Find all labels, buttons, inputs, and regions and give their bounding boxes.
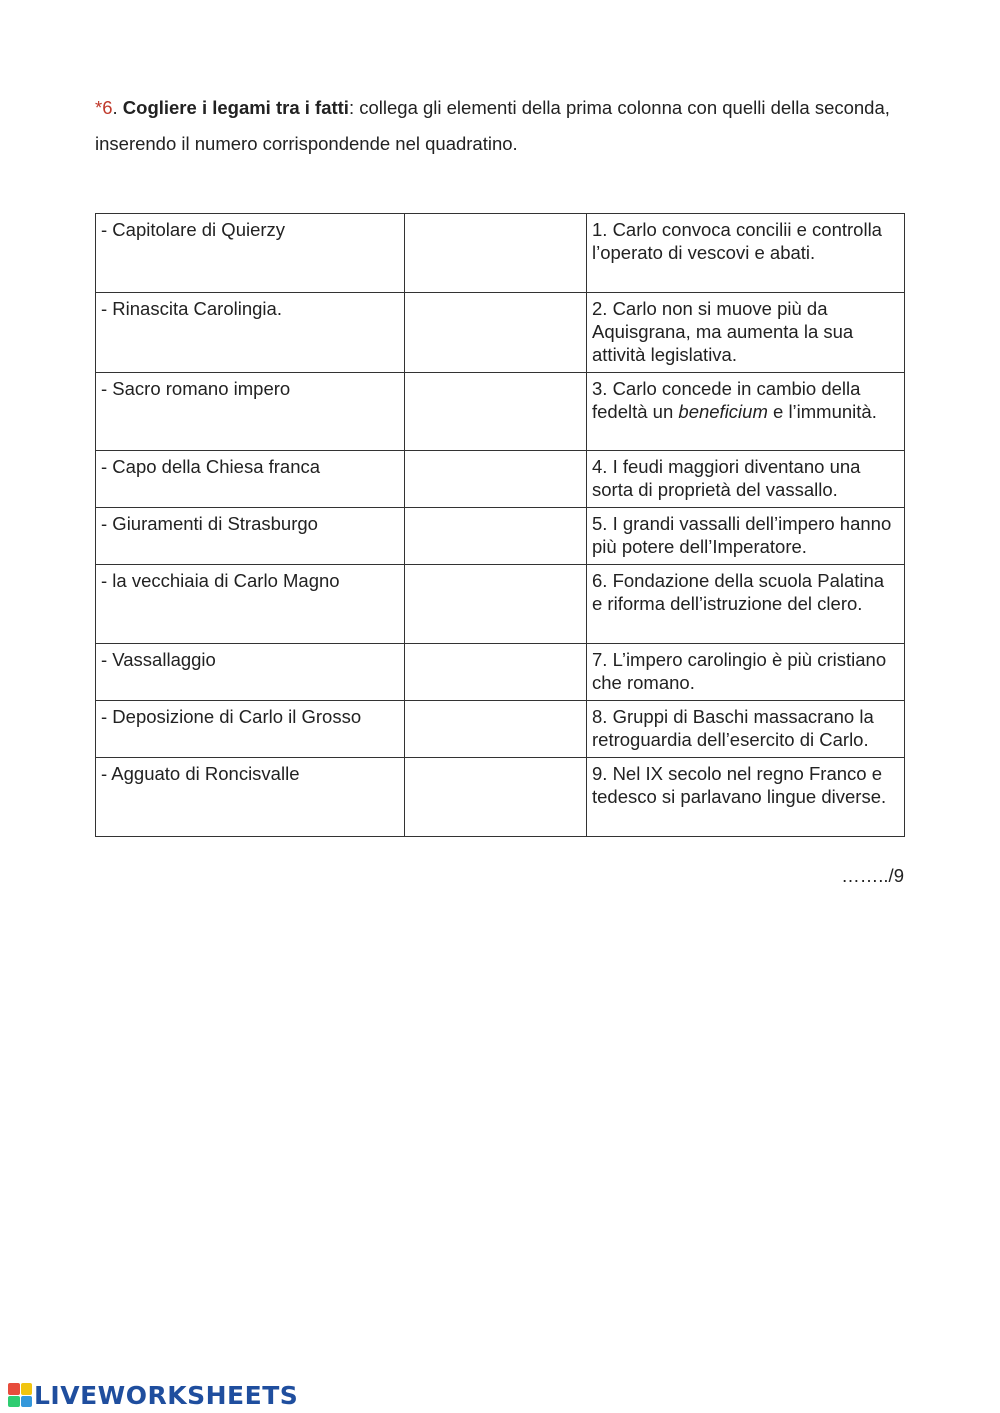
answer-box[interactable] [405, 214, 587, 293]
table-row [96, 508, 905, 565]
left-item: - Capo della Chiesa franca [96, 451, 405, 508]
right-item [587, 373, 905, 451]
table-row [96, 758, 905, 837]
answer-box[interactable] [405, 373, 587, 451]
right-item-italic: beneficium [678, 401, 768, 422]
left-item: - Sacro romano impero [96, 373, 405, 451]
left-item: - Agguato di Roncisvalle [96, 758, 405, 837]
table-row [96, 644, 905, 701]
matching-table [95, 213, 905, 837]
logo-square [21, 1383, 33, 1395]
logo-squares-icon [8, 1383, 32, 1407]
exercise-title: Cogliere i legami tra i fatti [122, 97, 349, 118]
exercise-separator: . [112, 97, 123, 118]
right-item: 2. Carlo non si muove più da Aquisgrana, ma aumenta la sua attività legislativa. [587, 293, 905, 373]
right-item: 7. L’impero carolingio è più cristiano che romano. [587, 644, 905, 701]
table-row [96, 293, 905, 373]
right-item: 9. Nel IX secolo nel regno Franco e tedesco si parlavano lingue diverse. [587, 758, 905, 837]
right-item: 1. Carlo convoca concilii e controlla l’operato di vescovi e abati. [587, 214, 905, 293]
answer-box[interactable] [405, 293, 587, 373]
left-item: - Rinascita Carolingia. [96, 293, 405, 373]
answer-box[interactable] [405, 758, 587, 837]
exercise-text: : collega gli elementi della prima colonna con quelli della seconda, inserendo il numero corrispondende nel quadratino. [95, 97, 890, 154]
left-item: - Vassallaggio [96, 644, 405, 701]
answer-box[interactable] [405, 701, 587, 758]
table-row [96, 451, 905, 508]
liveworksheets-logo [8, 1380, 298, 1410]
answer-box[interactable] [405, 565, 587, 644]
exercise-number: *6 [95, 97, 113, 118]
right-item-text: e l’immunità. [767, 401, 877, 422]
left-item: - Giuramenti di Strasburgo [96, 508, 405, 565]
score-label: ……../9 [841, 865, 904, 886]
logo-square [21, 1396, 33, 1408]
left-item: - Capitolare di Quierzy [96, 214, 405, 293]
right-item: 8. Gruppi di Baschi massacrano la retroguardia dell’esercito di Carlo. [587, 701, 905, 758]
right-item: 5. I grandi vassalli dell’impero hanno più potere dell’Imperatore. [587, 508, 905, 565]
instructions-paragraph [95, 90, 915, 162]
table-row [96, 565, 905, 644]
table-row [96, 214, 905, 293]
logo-square [8, 1383, 20, 1395]
answer-box[interactable] [405, 451, 587, 508]
right-item-text: 3. Carlo concede in cambio della fedeltà un [592, 378, 861, 422]
table-row [96, 701, 905, 758]
answer-box[interactable] [405, 644, 587, 701]
table-row [96, 373, 905, 451]
left-item: - la vecchiaia di Carlo Magno [96, 565, 405, 644]
logo-text: LIVEWORKSHEETS [34, 1380, 299, 1410]
left-item: - Deposizione di Carlo il Grosso [96, 701, 405, 758]
right-item: 4. I feudi maggiori diventano una sorta di proprietà del vassallo. [587, 451, 905, 508]
right-item: 6. Fondazione della scuola Palatina e riforma dell’istruzione del clero. [587, 565, 905, 644]
logo-square [8, 1396, 20, 1408]
answer-box[interactable] [405, 508, 587, 565]
